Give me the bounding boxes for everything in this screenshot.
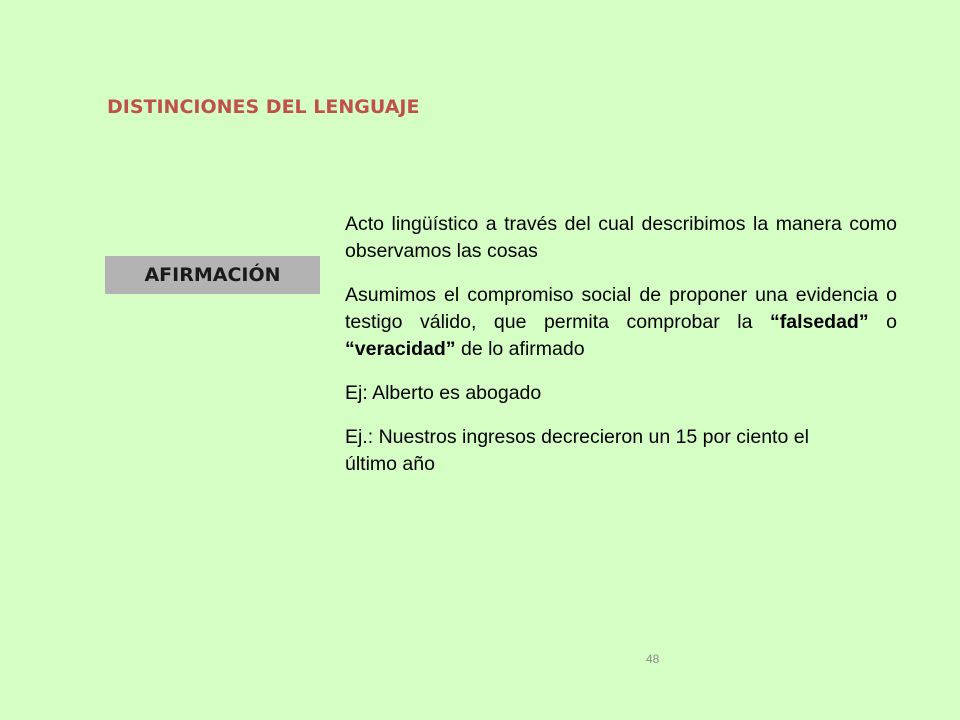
term-label: AFIRMACIÓN: [144, 264, 281, 286]
slide-title: DISTINCIONES DEL LENGUAJE: [107, 96, 420, 118]
falsedad-emphasis: “falsedad”: [769, 311, 869, 333]
term-description: [345, 211, 897, 495]
example-1: Ej: Alberto es abogado: [345, 382, 542, 404]
page-number: 48: [646, 652, 660, 666]
term-box: [105, 256, 320, 294]
example-2: Ej.: Nuestros ingresos decrecieron un 15 por ciento el último año: [345, 426, 809, 475]
definition-paragraph: Acto lingüístico a través del cual describimos la manera como observamos las cosas: [345, 213, 897, 262]
commitment-text-3: de lo afirmado: [455, 338, 585, 360]
commitment-text-2: o: [868, 311, 897, 333]
commitment-text-1: Asumimos el compromiso social de proponer una evidencia o testigo válido, que permita comprobar la: [345, 284, 897, 333]
veracidad-emphasis: “veracidad”: [345, 338, 456, 360]
commitment-paragraph: [345, 282, 897, 363]
